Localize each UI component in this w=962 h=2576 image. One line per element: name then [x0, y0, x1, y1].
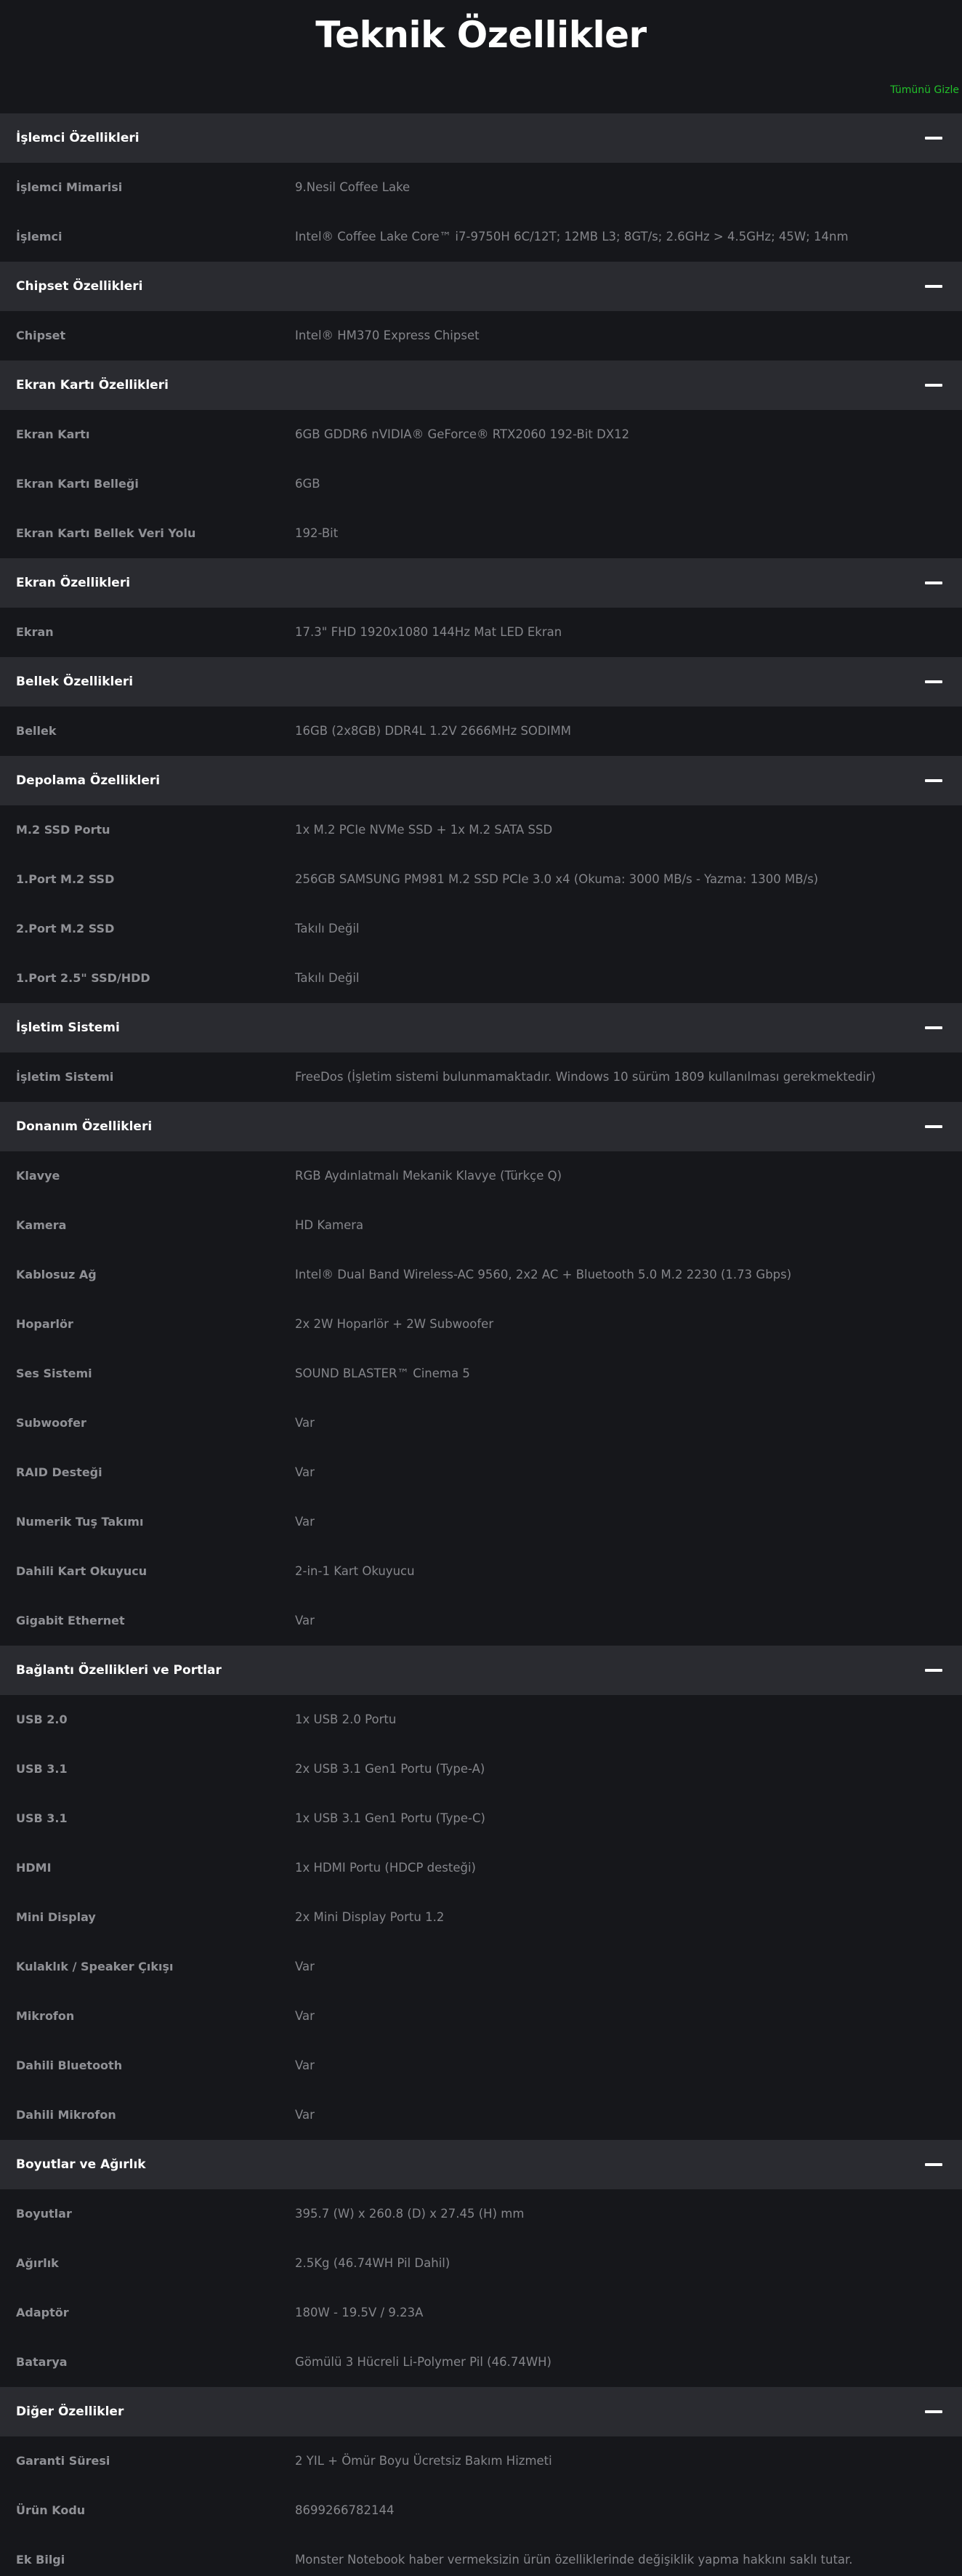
spec-label: Subwoofer	[16, 1416, 86, 1430]
spec-row	[0, 2239, 962, 2288]
section-header[interactable]	[0, 2140, 962, 2189]
spec-value: SOUND BLASTER™ Cinema 5	[295, 1367, 470, 1380]
spec-row	[0, 1992, 962, 2041]
spec-value: FreeDos (İşletim sistemi bulunmamaktadır. Windows 10 sürüm 1809 kullanılması gerekmektedir)	[295, 1070, 876, 1084]
spec-value: Takılı Değil	[295, 971, 360, 985]
spec-value: 2.5Kg (46.74WH Pil Dahil)	[295, 2256, 450, 2270]
spec-row	[0, 1201, 962, 1250]
spec-label: Batarya	[16, 2355, 68, 2369]
spec-row	[0, 1398, 962, 1448]
spec-value: 17.3" FHD 1920x1080 144Hz Mat LED Ekran	[295, 625, 562, 639]
spec-row	[0, 2090, 962, 2140]
minus-icon[interactable]	[925, 1125, 942, 1128]
spec-value: 1x USB 2.0 Portu	[295, 1712, 397, 1726]
spec-label: Chipset	[16, 329, 66, 342]
spec-label: Numerik Tuş Takımı	[16, 1515, 144, 1529]
section-title: Bellek Özellikleri	[16, 675, 134, 689]
spec-label: Dahili Mikrofon	[16, 2108, 116, 2122]
spec-row	[0, 1151, 962, 1201]
spec-row	[0, 2041, 962, 2090]
spec-row	[0, 2288, 962, 2338]
spec-section	[0, 756, 962, 1003]
minus-icon[interactable]	[925, 1026, 942, 1029]
spec-row	[0, 1843, 962, 1893]
spec-label: 2.Port M.2 SSD	[16, 922, 115, 935]
spec-value: 180W - 19.5V / 9.23A	[295, 2306, 424, 2319]
spec-label: Mini Display	[16, 1910, 96, 1924]
spec-value: Var	[295, 1416, 315, 1430]
spec-row	[0, 311, 962, 361]
spec-value: Monster Notebook haber vermeksizin ürün özelliklerinde değişiklik yapma hakkını saklı tutar.	[295, 2553, 853, 2567]
spec-row	[0, 1300, 962, 1349]
section-title: Ekran Özellikleri	[16, 576, 131, 590]
spec-row	[0, 2535, 962, 2576]
spec-row	[0, 2189, 962, 2239]
minus-icon[interactable]	[925, 384, 942, 387]
section-title: Donanım Özellikleri	[16, 1119, 153, 1134]
spec-value: Intel® Dual Band Wireless-AC 9560, 2x2 AC + Bluetooth 5.0 M.2 2230 (1.73 Gbps)	[295, 1268, 792, 1281]
section-header[interactable]	[0, 262, 962, 311]
spec-label: Bellek	[16, 724, 57, 738]
spec-value: Gömülü 3 Hücreli Li-Polymer Pil (46.74WH)	[295, 2355, 551, 2369]
spec-value: 2 YIL + Ömür Boyu Ücretsiz Bakım Hizmeti	[295, 2454, 552, 2468]
spec-row	[0, 904, 962, 954]
spec-value: 1x USB 3.1 Gen1 Portu (Type-C)	[295, 1811, 485, 1825]
spec-section	[0, 361, 962, 558]
spec-label: Hoparlör	[16, 1317, 73, 1331]
spec-section	[0, 2387, 962, 2576]
spec-label: İşletim Sistemi	[16, 1070, 114, 1084]
spec-row	[0, 1497, 962, 1547]
spec-value: 2x Mini Display Portu 1.2	[295, 1910, 445, 1924]
spec-label: Ekran Kartı	[16, 427, 90, 441]
spec-label: HDMI	[16, 1861, 52, 1875]
minus-icon[interactable]	[925, 779, 942, 782]
section-header[interactable]	[0, 2387, 962, 2436]
spec-section	[0, 262, 962, 361]
spec-row	[0, 1052, 962, 1102]
spec-label: USB 2.0	[16, 1712, 68, 1726]
spec-value: 256GB SAMSUNG PM981 M.2 SSD PCIe 3.0 x4 (Okuma: 3000 MB/s - Yazma: 1300 MB/s)	[295, 872, 819, 886]
spec-label: USB 3.1	[16, 1762, 68, 1776]
spec-label: İşlemci Mimarisi	[16, 180, 123, 194]
spec-value: 395.7 (W) x 260.8 (D) x 27.45 (H) mm	[295, 2207, 525, 2221]
spec-row	[0, 163, 962, 212]
spec-row	[0, 1942, 962, 1992]
spec-label: 1.Port 2.5" SSD/HDD	[16, 971, 150, 985]
spec-row	[0, 1448, 962, 1497]
section-title: İşletim Sistemi	[16, 1021, 120, 1035]
spec-value: 2-in-1 Kart Okuyucu	[295, 1564, 415, 1578]
spec-value: 9.Nesil Coffee Lake	[295, 180, 411, 194]
hide-all-toggle[interactable]: Tümünü Gizle	[890, 84, 959, 96]
spec-label: RAID Desteği	[16, 1465, 102, 1479]
spec-row	[0, 459, 962, 509]
minus-icon[interactable]	[925, 1669, 942, 1672]
spec-label: İşlemci	[16, 230, 62, 243]
section-header[interactable]	[0, 113, 962, 163]
spec-section	[0, 2140, 962, 2387]
section-header[interactable]	[0, 756, 962, 805]
spec-row	[0, 1596, 962, 1646]
spec-label: M.2 SSD Portu	[16, 823, 110, 837]
spec-label: Boyutlar	[16, 2207, 72, 2221]
spec-label: Kulaklık / Speaker Çıkışı	[16, 1960, 174, 1973]
section-title: Diğer Özellikler	[16, 2404, 124, 2419]
section-title: İşlemci Özellikleri	[16, 131, 140, 145]
spec-row	[0, 2436, 962, 2486]
minus-icon[interactable]	[925, 137, 942, 140]
minus-icon[interactable]	[925, 2163, 942, 2166]
minus-icon[interactable]	[925, 285, 942, 288]
spec-row	[0, 1744, 962, 1794]
spec-label: Ek Bilgi	[16, 2553, 65, 2567]
spec-section	[0, 558, 962, 657]
section-header[interactable]	[0, 1646, 962, 1695]
minus-icon[interactable]	[925, 581, 942, 584]
spec-list	[0, 113, 962, 2576]
spec-value: Intel® HM370 Express Chipset	[295, 329, 480, 342]
spec-section	[0, 1102, 962, 1646]
spec-row	[0, 410, 962, 459]
section-title: Depolama Özellikleri	[16, 773, 161, 788]
spec-label: Ses Sistemi	[16, 1367, 92, 1380]
spec-label: Ekran	[16, 625, 54, 639]
spec-row	[0, 2338, 962, 2387]
minus-icon[interactable]	[925, 2410, 942, 2413]
spec-label: Ürün Kodu	[16, 2503, 86, 2517]
spec-section	[0, 657, 962, 756]
spec-label: Dahili Bluetooth	[16, 2058, 123, 2072]
spec-label: USB 3.1	[16, 1811, 68, 1825]
section-header[interactable]	[0, 361, 962, 410]
spec-section	[0, 113, 962, 262]
section-title: Bağlantı Özellikleri ve Portlar	[16, 1663, 222, 1678]
spec-row	[0, 608, 962, 657]
spec-label: Gigabit Ethernet	[16, 1614, 125, 1627]
spec-label: 1.Port M.2 SSD	[16, 872, 115, 886]
spec-row	[0, 1547, 962, 1596]
spec-value: Var	[295, 2108, 315, 2122]
section-header[interactable]	[0, 657, 962, 707]
spec-value: RGB Aydınlatmalı Mekanik Klavye (Türkçe Q)	[295, 1169, 562, 1183]
spec-value: 2x 2W Hoparlör + 2W Subwoofer	[295, 1317, 494, 1331]
spec-value: 1x HDMI Portu (HDCP desteği)	[295, 1861, 476, 1875]
section-header[interactable]	[0, 1003, 962, 1052]
spec-label: Mikrofon	[16, 2009, 75, 2023]
spec-row	[0, 2486, 962, 2535]
spec-row	[0, 1349, 962, 1398]
page-title: Teknik Özellikler	[315, 14, 647, 56]
spec-value: Var	[295, 1960, 315, 1973]
spec-value: HD Kamera	[295, 1218, 364, 1232]
spec-value: Var	[295, 1465, 315, 1479]
spec-row	[0, 1893, 962, 1942]
spec-row	[0, 1250, 962, 1300]
section-header[interactable]	[0, 558, 962, 608]
spec-label: Ağırlık	[16, 2256, 59, 2270]
spec-row	[0, 1695, 962, 1744]
spec-value: Var	[295, 2009, 315, 2023]
spec-value: 8699266782144	[295, 2503, 395, 2517]
spec-row	[0, 707, 962, 756]
spec-label: Kablosuz Ağ	[16, 1268, 97, 1281]
spec-label: Ekran Kartı Bellek Veri Yolu	[16, 526, 196, 540]
spec-section	[0, 1646, 962, 2140]
spec-value: 6GB	[295, 477, 320, 491]
spec-label: Garanti Süresi	[16, 2454, 110, 2468]
spec-value: Intel® Coffee Lake Core™ i7-9750H 6C/12T; 12MB L3; 8GT/s; 2.6GHz > 4.5GHz; 45W; 14nm	[295, 230, 849, 243]
spec-row	[0, 212, 962, 262]
spec-value: Var	[295, 1515, 315, 1529]
section-title: Chipset Özellikleri	[16, 279, 143, 294]
section-title: Ekran Kartı Özellikleri	[16, 378, 169, 393]
spec-value: 1x M.2 PCIe NVMe SSD + 1x M.2 SATA SSD	[295, 823, 553, 837]
minus-icon[interactable]	[925, 680, 942, 683]
spec-row	[0, 954, 962, 1003]
spec-section	[0, 1003, 962, 1102]
section-header[interactable]	[0, 1102, 962, 1151]
spec-value: 16GB (2x8GB) DDR4L 1.2V 2666MHz SODIMM	[295, 724, 571, 738]
spec-row	[0, 805, 962, 855]
spec-value: 192-Bit	[295, 526, 339, 540]
spec-label: Kamera	[16, 1218, 67, 1232]
spec-label: Klavye	[16, 1169, 60, 1183]
section-title: Boyutlar ve Ağırlık	[16, 2157, 146, 2172]
spec-value: 2x USB 3.1 Gen1 Portu (Type-A)	[295, 1762, 485, 1776]
spec-row	[0, 1794, 962, 1843]
spec-value: Takılı Değil	[295, 922, 360, 935]
spec-row	[0, 855, 962, 904]
spec-label: Ekran Kartı Belleği	[16, 477, 139, 491]
spec-label: Adaptör	[16, 2306, 69, 2319]
spec-row	[0, 509, 962, 558]
spec-value: 6GB GDDR6 nVIDIA® GeForce® RTX2060 192-Bit DX12	[295, 427, 630, 441]
spec-label: Dahili Kart Okuyucu	[16, 1564, 147, 1578]
spec-value: Var	[295, 1614, 315, 1627]
spec-value: Var	[295, 2058, 315, 2072]
